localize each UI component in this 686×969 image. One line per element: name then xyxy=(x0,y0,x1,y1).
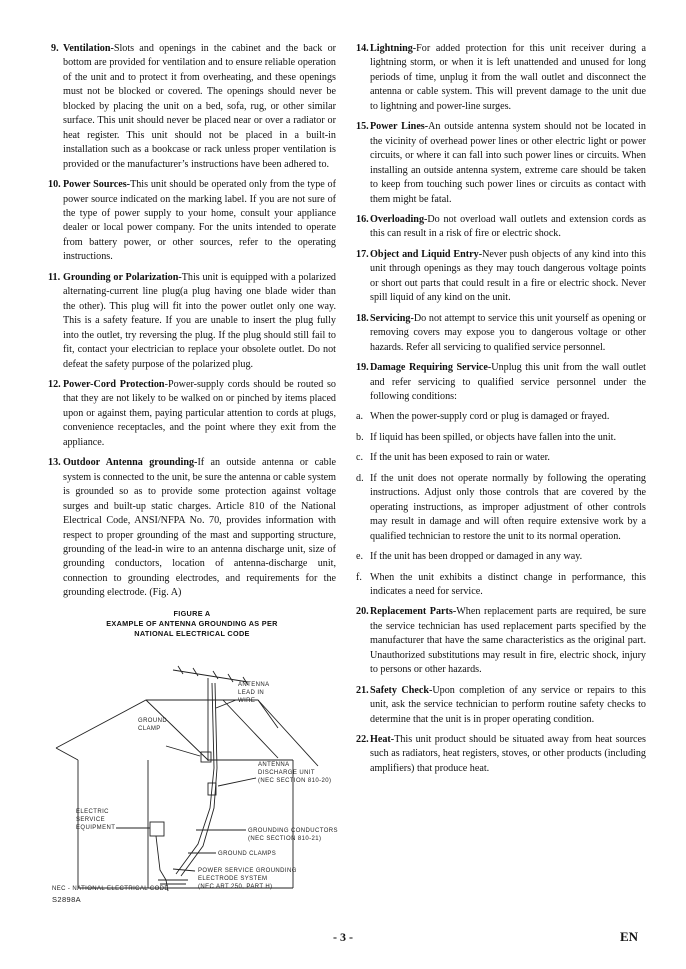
condition-text: When the power-supply cord or plug is damaged or frayed. xyxy=(370,411,610,423)
item-title: Outdoor Antenna grounding- xyxy=(63,457,198,469)
item-title: Ventilation- xyxy=(63,43,114,54)
item-title: Power Lines- xyxy=(370,121,429,133)
item-title: Replacement Parts- xyxy=(370,606,457,618)
condition-e xyxy=(356,550,646,564)
item-title: Lightning- xyxy=(370,43,417,54)
label-antenna-lead-2: LEAD IN xyxy=(238,690,265,696)
item-text: This unit product should be situated away from heat sources such as radiators, heat registers, stoves, or other products (including amplifiers) that produce heat. xyxy=(370,734,646,774)
safety-item-10 xyxy=(48,178,336,265)
label-ground-clamp-2: CLAMP xyxy=(138,726,161,732)
grounding-conductors xyxy=(156,836,168,891)
safety-item-13 xyxy=(48,456,336,601)
safety-item-12 xyxy=(48,378,336,450)
item-number: 18. xyxy=(356,312,369,324)
condition-text: When the unit exhibits a distinct change in performance, this indicates a need for service. xyxy=(370,571,646,597)
condition-letter: b. xyxy=(356,431,364,443)
item-number: 12. xyxy=(48,378,61,390)
condition-text: If the unit does not operate normally by following the operating instructions. Adjust only those controls that are covered by the operating instructions, as improper adjustment of other controls may result in damage and will often require extensive work by a qualified technician to restore the unit to its normal operation. xyxy=(370,472,646,542)
safety-item-17 xyxy=(356,248,646,306)
page-number: - 3 - xyxy=(333,930,353,944)
item-number: 11. xyxy=(48,271,61,283)
condition-a xyxy=(356,410,646,424)
item-number: 14. xyxy=(356,43,369,54)
condition-text: If the unit has been exposed to rain or water. xyxy=(370,452,550,464)
antenna-grounding-diagram xyxy=(48,648,348,906)
condition-letter: a. xyxy=(356,411,364,423)
condition-d xyxy=(356,472,646,544)
condition-text: If liquid has been spilled, or objects have fallen into the unit. xyxy=(370,431,617,443)
language-code: EN xyxy=(619,929,638,944)
label-conductors-1: GROUNDING CONDUCTORS xyxy=(248,828,338,834)
house-roof-outline xyxy=(56,700,278,748)
item-title: Damage Requiring Service- xyxy=(370,362,492,374)
item-number: 17. xyxy=(356,248,369,260)
condition-text: If the unit has been dropped or damaged in any way. xyxy=(370,551,583,563)
item-text: For added protection for this unit receiver during a lightning storm, or when it is left unattended and unused for long periods of time, unplug it from the wall outlet and disconnect the antenna or cable system. This will prevent damage to the unit due to lightning and power-line surges. xyxy=(370,43,646,112)
condition-letter: d. xyxy=(356,472,364,484)
label-antenna-lead-3: WIRE xyxy=(238,698,256,704)
label-ground-clamp-1: GROUND xyxy=(138,718,168,724)
mast-ground-clamp xyxy=(201,752,211,762)
safety-item-11 xyxy=(48,271,336,372)
figure-title xyxy=(48,609,336,639)
condition-c xyxy=(356,451,646,465)
item-text: Upon completion of any service or repairs to this unit, ask the service technician to perform routine safety checks to determine that the unit is in proper operating condition. xyxy=(370,684,646,725)
item-title: Heat- xyxy=(370,734,395,746)
item-title: Safety Check- xyxy=(370,684,433,696)
item-text: Do not attempt to service this unit yourself as opening or removing covers may expose you to dangerous voltage or other hazards. Refer all servicing to qualified service personnel. xyxy=(370,312,646,353)
figure-caption-line-1: EXAMPLE OF ANTENNA GROUNDING AS PER xyxy=(106,619,278,628)
item-number: 9. xyxy=(51,43,59,54)
safety-item-16 xyxy=(356,213,646,242)
leader-antenna-lead xyxy=(216,700,236,708)
item-title: Object and Liquid Entry- xyxy=(370,248,483,260)
condition-letter: f. xyxy=(356,571,362,583)
item-number: 21. xyxy=(356,684,369,696)
item-text: An outside antenna system should not be located in the vicinity of overhead power lines or other electric light or power circuits, or where it can fall into such power lines or circuits. When installing an outside antenna system, extreme care should be taken to keep from touching such power lines or circuits as contact with them might be fatal. xyxy=(370,121,646,205)
antenna-elements xyxy=(173,666,248,685)
safety-item-18 xyxy=(356,312,646,355)
item-text: When replacement parts are required, be sure the service technician has used replacement parts specified by the manufacturer that have the same characteristics as the original part. Unauthorized substitutions may result in fire, electric shock, injury to persons or other hazards. xyxy=(370,606,647,676)
label-antenna-lead-1: ANTENNA xyxy=(238,682,270,688)
item-number: 13. xyxy=(48,457,61,469)
safety-item-15 xyxy=(356,120,646,207)
safety-item-22 xyxy=(356,733,646,776)
item-text: Never push objects of any kind into this unit through openings as they may touch dangerous voltage points or short out parts that could result in a fire or electric shock. Never spill liquid of any kind on the unit. xyxy=(370,248,646,304)
safety-item-21 xyxy=(356,684,646,727)
label-electrode-1: POWER SERVICE GROUNDING xyxy=(198,868,297,874)
item-number: 20. xyxy=(356,606,369,618)
safety-item-19 xyxy=(356,361,646,404)
item-text: Slots and openings in the cabinet and the back or bottom are provided for ventilation and to ensure reliable operation of the unit and to protect it from overheating, and these openings must not be blocked or covered. The openings should never be blocked by placing the unit on a bed, sofa, rug, or other similar surface. This unit should never be placed near or over a radiator or heat register. This unit should not be placed in a built-in installation such as a bookcase or rack unless proper ventilation is provided or the manufacturer’s instructions have been adhered to. xyxy=(63,43,336,170)
label-electric-3: EQUIPMENT xyxy=(76,825,116,831)
item-title: Power Sources- xyxy=(63,179,131,191)
condition-b xyxy=(356,431,646,445)
item-title: Grounding or Polarization- xyxy=(63,271,182,283)
safety-item-14 xyxy=(356,42,646,114)
label-conductors-2: (NEC SECTION 810-21) xyxy=(248,836,322,842)
item-number: 19. xyxy=(356,362,369,374)
electric-service-box xyxy=(150,822,164,836)
label-clamps: GROUND CLAMPS xyxy=(218,851,277,857)
right-column xyxy=(356,42,646,782)
label-discharge-3: (NEC SECTION 810-20) xyxy=(258,778,332,784)
label-nec: NEC - NATIONAL ELECTRICAL CODE xyxy=(52,886,169,892)
leader-electrode xyxy=(173,869,195,871)
leader-discharge xyxy=(218,778,256,786)
figure-caption-line-2: NATIONAL ELECTRICAL CODE xyxy=(134,629,250,638)
label-electric-2: SERVICE xyxy=(76,817,106,823)
item-title: Overloading- xyxy=(370,213,428,225)
label-figure-code: S2898A xyxy=(52,895,82,904)
item-text: Unplug this unit from the wall outlet and refer servicing to qualified service personnel under the following conditions: xyxy=(370,362,646,402)
condition-letter: e. xyxy=(356,551,364,563)
figure-label: FIGURE A xyxy=(173,609,211,618)
label-electric-1: ELECTRIC xyxy=(76,809,109,815)
item-title: Power-Cord Protection xyxy=(63,378,165,390)
house-gable xyxy=(223,700,318,766)
antenna-lead-wire-2 xyxy=(181,683,217,876)
item-text: This unit is equipped with a polarized alternating-current line plug(a plug having one blade wider than the other). This plug will fit into the power outlet only one way. This is a safety feature. If you are unable to insert the plug fully into the outlet, try reversing the plug. If the plug should still fail to fit, contact your electrician to replace your obsolete outlet. Do not defeat the safety purpose of the polarized plug. xyxy=(63,271,336,370)
item-number: 22. xyxy=(356,734,369,746)
condition-letter: c. xyxy=(356,452,364,464)
item-number: 16. xyxy=(356,213,369,225)
item-number: 10. xyxy=(48,179,61,191)
condition-f xyxy=(356,571,646,600)
label-discharge-1: ANTENNA xyxy=(258,762,290,768)
house-roof-lower xyxy=(56,748,78,760)
item-title: Servicing- xyxy=(370,312,414,324)
item-number: 15. xyxy=(356,121,369,133)
label-discharge-2: DISCHARGE UNIT xyxy=(258,770,315,776)
item-text: Do not overload wall outlets and extension cords as this can result in a risk of fire or electric shock. xyxy=(370,213,646,240)
item-text: -Power-supply cords should be routed so that they are not likely to be walked on or pinched by items placed upon or against them, paying particular attention to cords at plugs, convenience receptacles, and the point where they exit from the appliance. xyxy=(63,378,336,448)
label-electrode-3: (NEC ART 250, PART H) xyxy=(198,884,273,890)
left-column xyxy=(48,42,336,607)
item-text: If an outside antenna or cable system is connected to the unit, be sure the antenna or cable system is grounded so as to provide some protection against voltage surges and built-up static charges. Article 810 of the National Electrical Code, ANSI/NFPA No. 70, provides information with respect to proper grounding of the mast and supporting structure, grounding of the lead-in wire to an antenna discharge unit, size of grounding conductors, location of antenna-discharge unit, connection to grounding electrodes, and requirements for the grounding electrode. (Fig. A) xyxy=(63,457,337,599)
safety-item-20 xyxy=(356,605,646,677)
item-text: This unit should be operated only from the type of power source indicated on the marking label. If you are not sure of the type of power supply to your home, consult your appliance dealer or local power company. For the units intended to operate from battery power, or other sources, refer to the operating instructions. xyxy=(63,179,336,263)
label-electrode-2: ELECTRODE SYSTEM xyxy=(198,876,268,882)
safety-item-9 xyxy=(48,42,336,172)
